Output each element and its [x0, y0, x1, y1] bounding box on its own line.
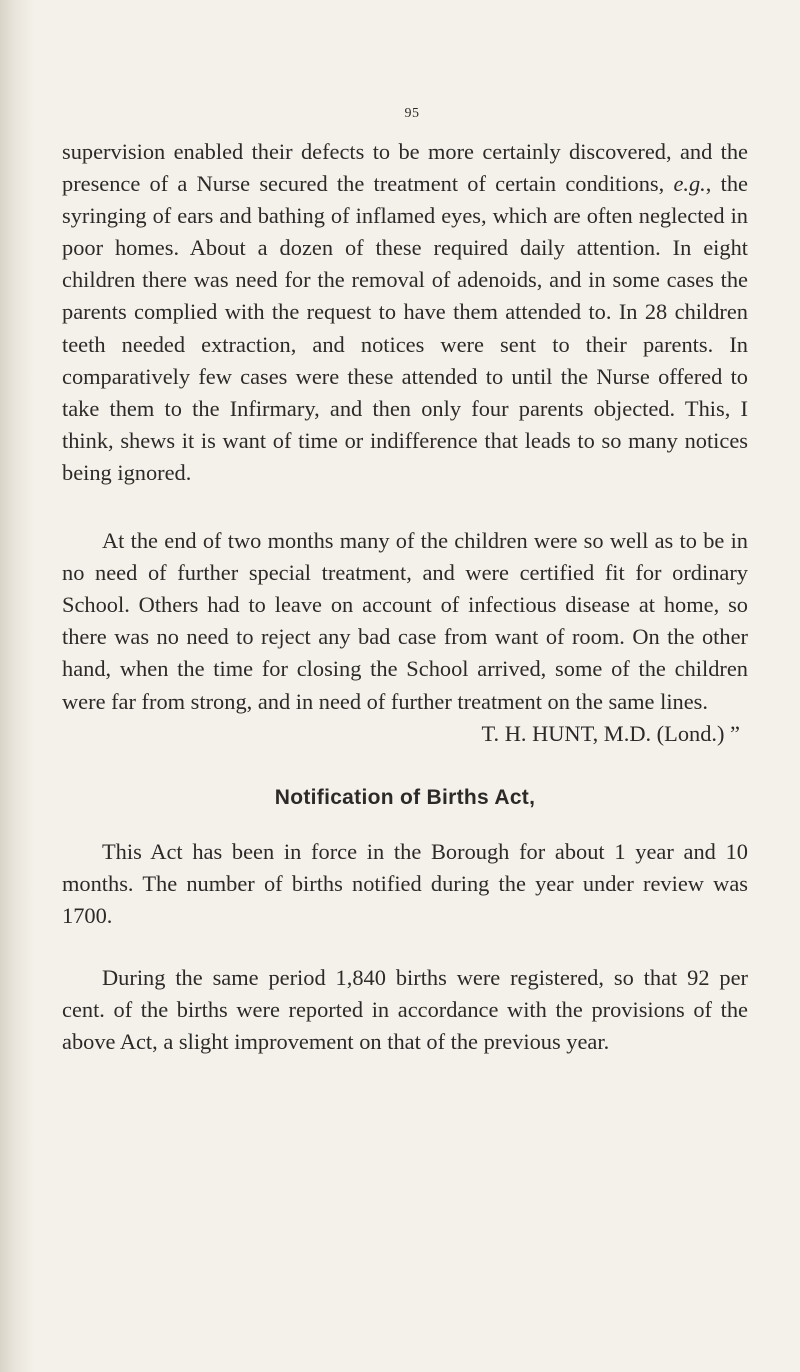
document-page [62, 0, 762, 1372]
paragraph-act-in-force: This Act has been in force in the Borough for about 1 year and 10 months. The number of births notified during the year under review was 1700. [62, 838, 748, 928]
body-text [62, 136, 748, 1058]
eg-abbreviation: e.g. [673, 171, 706, 197]
paragraph-1-text-a: supervision enabled their defects to be more certainly discovered, and the presence of a Nurse secured the treatment of certain conditions, [62, 139, 748, 197]
paragraph-end-of-two-months: At the end of two months many of the children were so well as to be in no need of further special treatment, and were certified fit for ordinary School. Others had to leave on account of infectious disease at home, so there was no need to reject any bad case from want of room. On the other hand, when the time for closing the School arrived, some of the children were far from strong, and in need of further treatment on the same lines. [62, 528, 748, 714]
signature: T. H. HUNT, M.D. (Lond.) ” [481, 720, 740, 746]
paragraph-births-registered: During the same period 1,840 births were registered, so that 92 per cent. of the births were reported in accordance with the provisions of the above Act, a slight improvement on that of the previous year. [62, 965, 748, 1055]
section-heading: Notification of Births Act, [274, 785, 536, 809]
paragraph-supervision [62, 136, 748, 489]
paragraph-1-text-b: , the syringing of ears and bathing of inflamed eyes, which are often neglected in poor homes. About a dozen of these required daily attention. In eight children there was need for the removal of adenoids, and in some cases the parents complied with the request to have them attended to. In 28 children teeth needed extraction, and notices were sent to their parents. In comparatively few cases were these attended to until the Nurse offered to take them to the Infirmary, and then only four parents objected. This, I think, shews it is want of time or indifference that leads to so many notices being ignored. [62, 171, 748, 485]
page-gutter-shadow [0, 0, 34, 1372]
page-number: 95 [404, 106, 420, 121]
